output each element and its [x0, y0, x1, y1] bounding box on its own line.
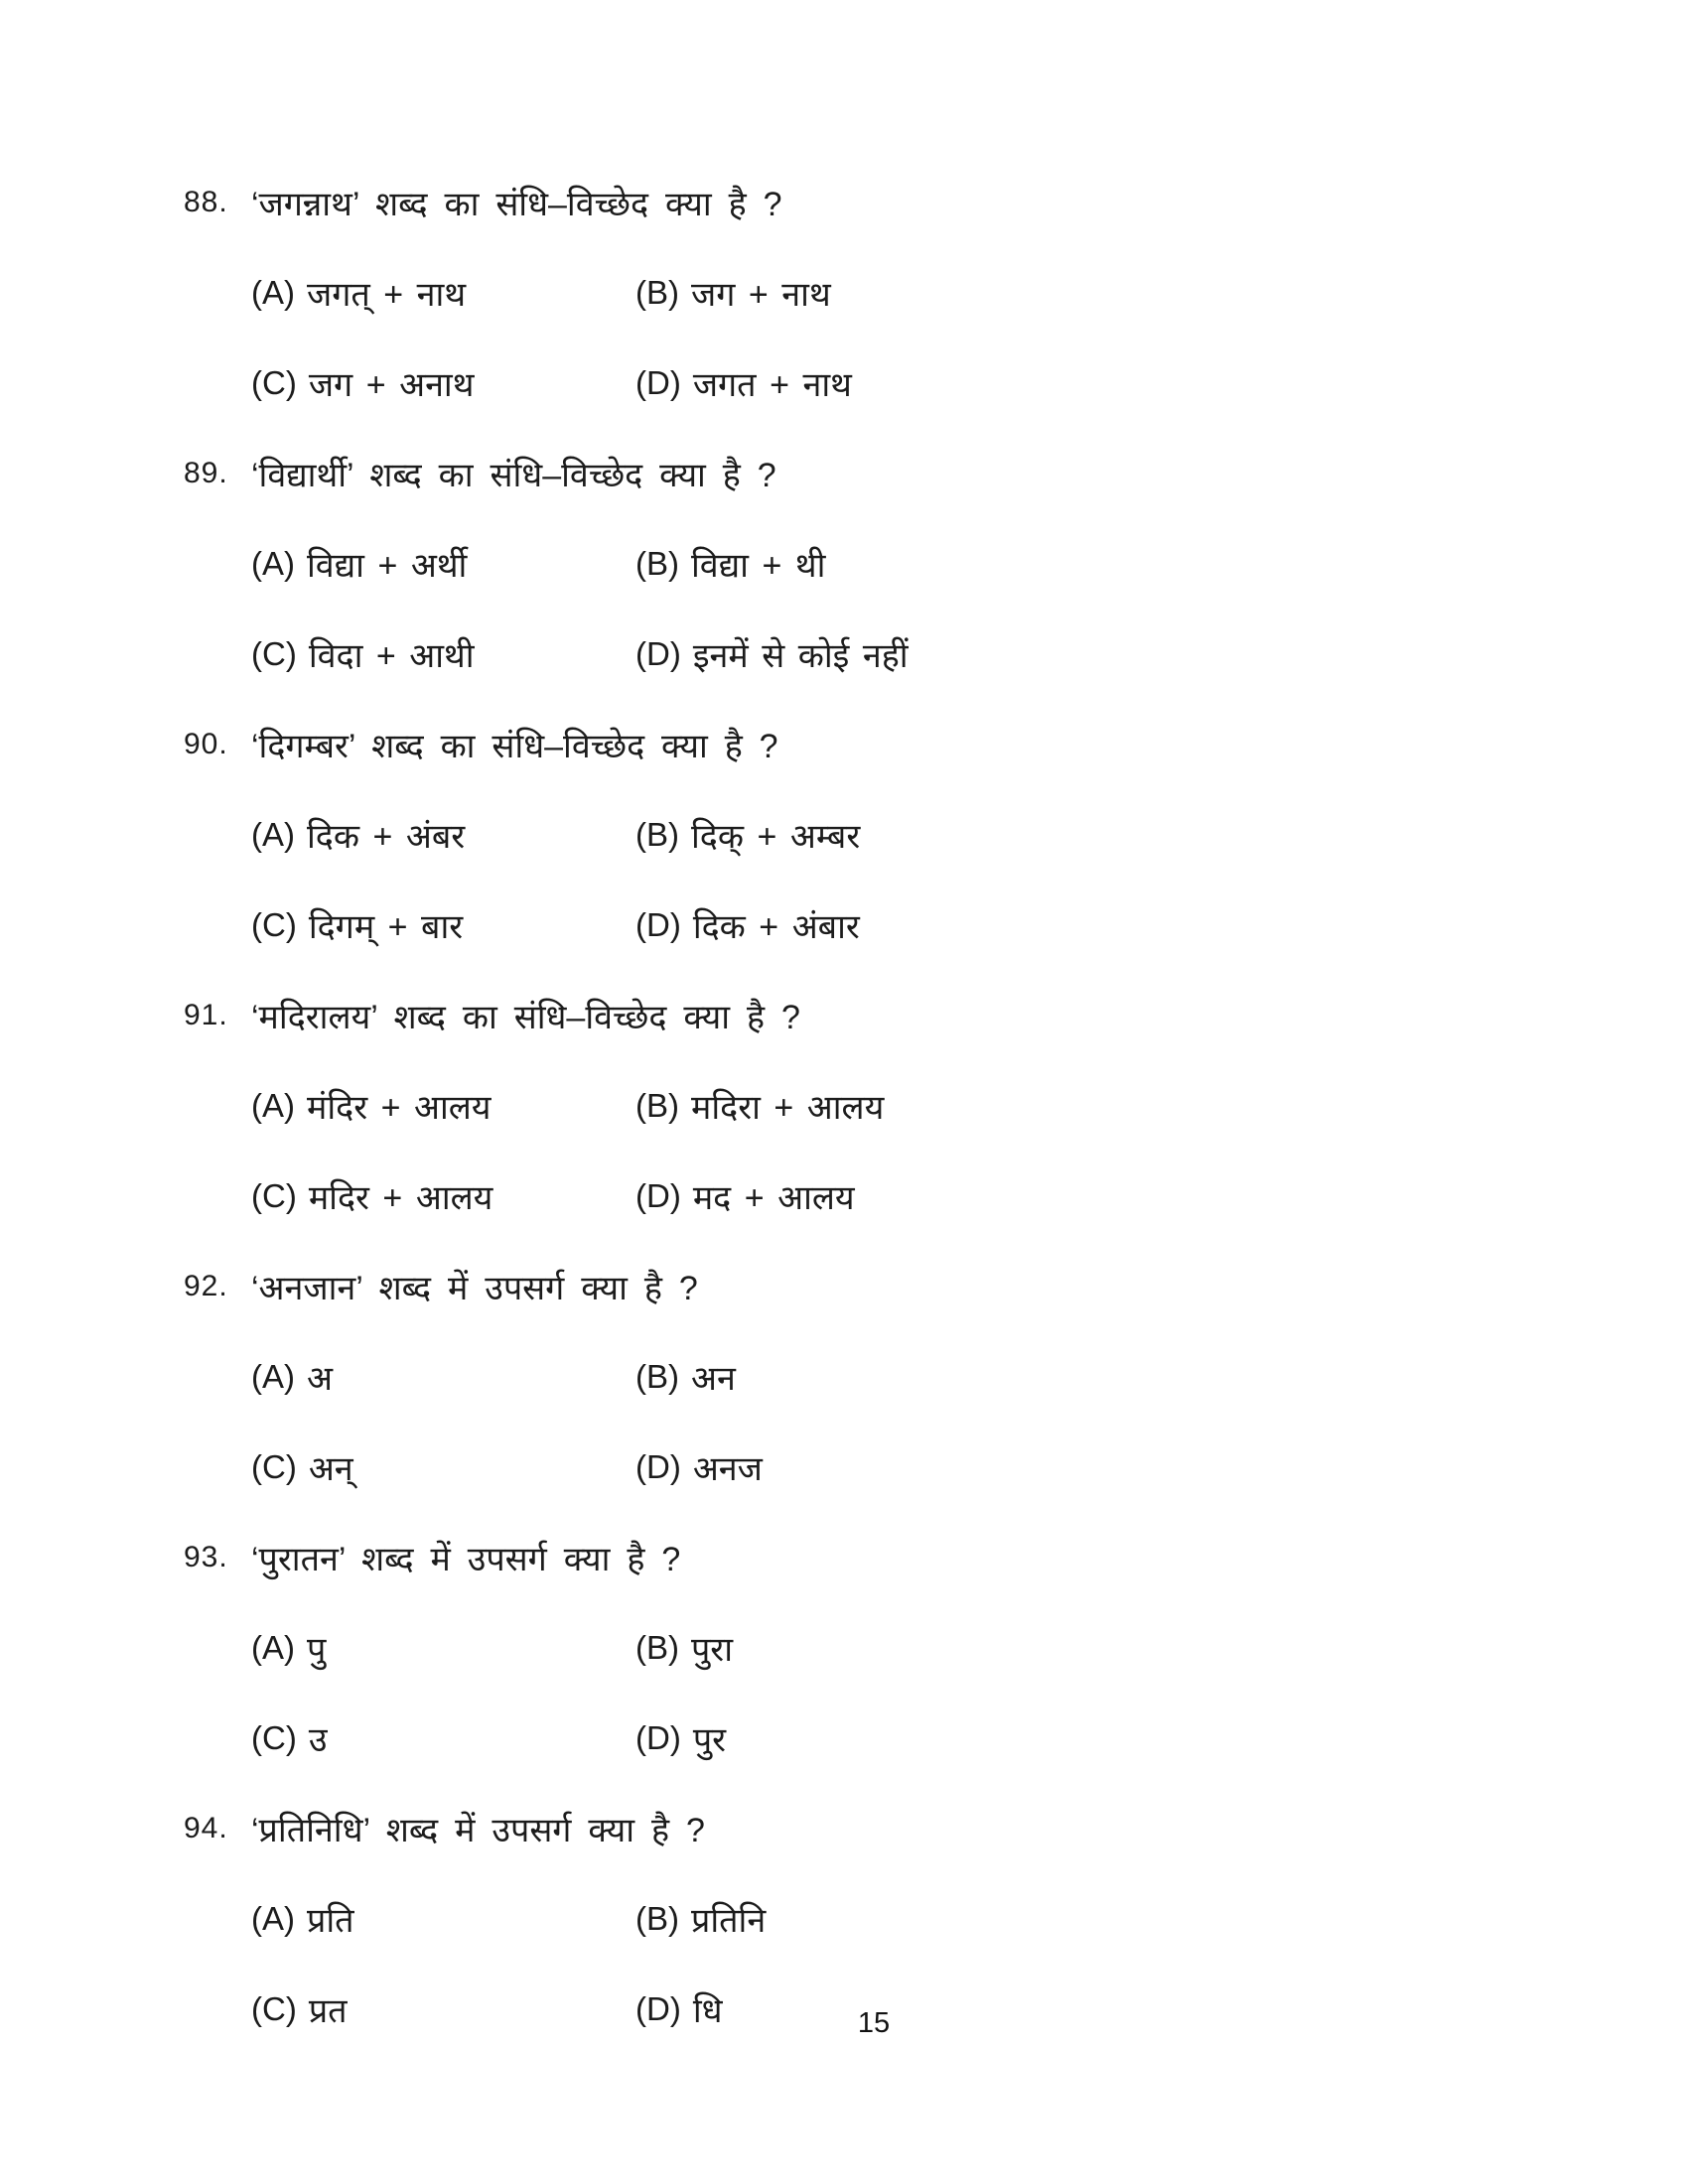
option-label: (C) — [251, 1176, 297, 1214]
option-text: दिगम् + बार — [308, 907, 464, 946]
question-number: 94. — [184, 1811, 228, 1844]
option-label: (D) — [635, 1718, 681, 1756]
option-label: (A) — [251, 1357, 295, 1395]
answer-option — [635, 880, 1688, 970]
option-text: मदिरा + आलय — [691, 1088, 885, 1127]
options-grid — [251, 1331, 1688, 1512]
question-list — [0, 157, 1688, 2054]
question-number: 90. — [184, 727, 228, 760]
options-grid — [251, 1602, 1688, 1783]
options-grid — [251, 247, 1688, 428]
answer-option — [635, 1151, 1688, 1241]
option-label: (A) — [251, 273, 295, 311]
answer-option — [635, 1060, 1688, 1151]
option-label: (B) — [635, 544, 679, 582]
option-text: जग + नाथ — [691, 275, 831, 314]
question-head — [184, 970, 1688, 1060]
question-number: 91. — [184, 998, 228, 1031]
option-text: दिक + अंबर — [307, 817, 466, 856]
option-label: (B) — [635, 1086, 679, 1124]
option-label: (B) — [635, 815, 679, 853]
answer-option — [251, 1331, 635, 1422]
option-label: (A) — [251, 1899, 295, 1937]
option-label: (B) — [635, 1628, 679, 1666]
question-block — [0, 428, 1688, 699]
question-number: 92. — [184, 1269, 228, 1302]
question-block — [0, 970, 1688, 1241]
option-label: (C) — [251, 363, 297, 401]
option-label: (A) — [251, 815, 295, 853]
option-text: पुर — [692, 1720, 727, 1759]
option-text: प्रतिनि — [691, 1901, 767, 1940]
option-text: अन् — [308, 1449, 353, 1488]
question-text: ‘मदिरालय’ शब्द का संधि–विच्छेद क्या है ? — [251, 998, 800, 1036]
options-grid — [251, 1060, 1688, 1241]
answer-option — [251, 338, 635, 428]
option-text: विद्या + थी — [691, 546, 826, 585]
option-text: अनज — [692, 1449, 763, 1488]
answer-option — [635, 247, 1688, 338]
option-label: (C) — [251, 634, 297, 672]
option-text: पुरा — [691, 1630, 734, 1669]
option-text: मद + आलय — [692, 1178, 855, 1217]
answer-option — [635, 338, 1688, 428]
question-number: 93. — [184, 1540, 228, 1573]
option-label: (D) — [635, 1447, 681, 1485]
option-label: (C) — [251, 1718, 297, 1756]
question-head — [184, 1241, 1688, 1331]
question-number: 88. — [184, 185, 228, 218]
option-text: अ — [307, 1359, 333, 1398]
option-label: (D) — [635, 634, 681, 672]
option-label: (B) — [635, 1899, 679, 1937]
options-grid — [251, 789, 1688, 970]
question-text: ‘जगन्नाथ’ शब्द का संधि–विच्छेद क्या है ? — [251, 185, 782, 223]
answer-option — [251, 609, 635, 699]
question-block — [0, 1241, 1688, 1512]
question-block — [0, 1512, 1688, 1783]
option-text: इनमें से कोई नहीं — [692, 636, 909, 675]
answer-option — [635, 1331, 1688, 1422]
question-head — [184, 699, 1688, 789]
answer-option — [251, 247, 635, 338]
answer-option — [635, 789, 1688, 880]
option-label: (D) — [635, 1989, 681, 2027]
option-text: अन — [691, 1359, 736, 1398]
answer-option — [251, 1873, 635, 1964]
option-label: (C) — [251, 905, 297, 943]
answer-option — [251, 518, 635, 609]
option-label: (C) — [251, 1989, 297, 2027]
option-text: मदिर + आलय — [308, 1178, 493, 1217]
question-text: ‘पुरातन’ शब्द में उपसर्ग क्या है ? — [251, 1540, 681, 1578]
answer-option — [251, 789, 635, 880]
option-text: दिक + अंबार — [692, 907, 860, 946]
page-number: 15 — [857, 2007, 891, 2039]
option-text: प्रति — [307, 1901, 354, 1940]
answer-option — [635, 518, 1688, 609]
option-label: (A) — [251, 544, 295, 582]
option-label: (D) — [635, 363, 681, 401]
option-label: (D) — [635, 1176, 681, 1214]
option-text: मंदिर + आलय — [307, 1088, 492, 1127]
option-text: धि — [692, 1991, 723, 2030]
option-label: (A) — [251, 1628, 295, 1666]
option-text: दिक् + अम्बर — [691, 817, 861, 856]
option-text: जग + अनाथ — [308, 365, 475, 404]
answer-option — [251, 1693, 635, 1783]
question-head — [184, 428, 1688, 518]
answer-option — [635, 1693, 1688, 1783]
answer-option — [251, 1422, 635, 1512]
answer-option — [251, 1151, 635, 1241]
option-text: पु — [307, 1630, 327, 1669]
option-label: (B) — [635, 273, 679, 311]
answer-option — [635, 1602, 1688, 1693]
answer-option — [635, 1873, 1688, 1964]
answer-option — [635, 1422, 1688, 1512]
question-text: ‘प्रतिनिधि’ शब्द में उपसर्ग क्या है ? — [251, 1811, 705, 1849]
question-block — [0, 157, 1688, 428]
answer-option — [251, 1602, 635, 1693]
option-label: (B) — [635, 1357, 679, 1395]
question-text: ‘अनजान’ शब्द में उपसर्ग क्या है ? — [251, 1269, 698, 1307]
question-number: 89. — [184, 456, 228, 489]
question-head — [184, 1783, 1688, 1873]
option-label: (A) — [251, 1086, 295, 1124]
option-text: जगत् + नाथ — [307, 275, 467, 314]
answer-option — [251, 1060, 635, 1151]
question-text: ‘दिगम्बर’ शब्द का संधि–विच्छेद क्या है ? — [251, 727, 778, 765]
answer-option — [251, 880, 635, 970]
option-text: विदा + आथी — [308, 636, 475, 675]
question-block — [0, 699, 1688, 970]
question-text: ‘विद्यार्थी’ शब्द का संधि–विच्छेद क्या है ? — [251, 456, 776, 494]
question-head — [184, 157, 1688, 247]
options-grid — [251, 518, 1688, 699]
question-head — [184, 1512, 1688, 1602]
option-text: जगत + नाथ — [692, 365, 852, 404]
option-text: विद्या + अर्थी — [307, 546, 468, 585]
option-text: उ — [308, 1720, 328, 1759]
answer-option — [635, 609, 1688, 699]
option-label: (D) — [635, 905, 681, 943]
option-text: प्रत — [308, 1991, 348, 2030]
option-label: (C) — [251, 1447, 297, 1485]
